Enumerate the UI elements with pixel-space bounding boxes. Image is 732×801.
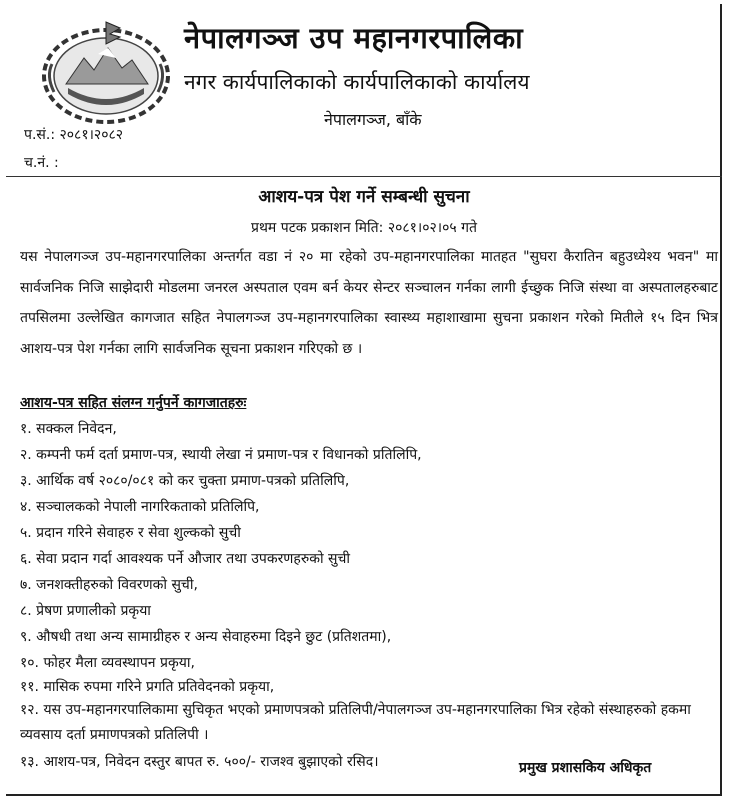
list-item: १२. यस उप-महानगरपालिकामा सुचिकृत भएको प्रमाणपत्रको प्रतिलिपी/नेपालगञ्ज उप-महानगरपालिका भित्र रहेको संस्थाहरुको हकमा व्यवसाय दर्ता प्रमाणपत्रको प्रतिलिपी । <box>20 702 691 743</box>
list-item: ९. औषधी तथा अन्य सामाग्रीहरु र अन्य सेवाहरुमा दिइने छुट (प्रतिशतमा), <box>20 629 392 645</box>
office-name: नगर कार्यपालिकाको कार्यपालिकाको कार्यालय <box>184 70 530 94</box>
list-item: १. सक्कल निवेदन, <box>20 421 117 437</box>
list-item: ११. मासिक रुपमा गरिने प्रगति प्रतिवेदनको प्रकृया, <box>20 679 275 695</box>
list-item: १०. फोहर मैला व्यवस्थापन प्रकृया, <box>20 655 195 671</box>
publish-date: प्रथम पटक प्रकाशन मिति: २०८१।०२।०५ गते <box>251 220 477 236</box>
documents-heading: आशय-पत्र सहित संलग्न गर्नुपर्ने कागजातहरुः <box>20 395 247 411</box>
dispatch-number: च.नं. : <box>24 155 59 171</box>
list-item: ३. आर्थिक वर्ष २०८०/०८१ को कर चुक्ता प्रमाण-पत्रको प्रतिलिपि, <box>20 473 350 489</box>
list-item: ५. प्रदान गरिने सेवाहरु र सेवा शुल्कको सुची <box>20 525 241 541</box>
notice-document <box>6 4 722 796</box>
org-name: नेपालगञ्ज उप महानगरपालिका <box>184 21 524 55</box>
list-item: १३. आशय-पत्र, निवेदन दस्तुर बापत रु. ५००/- राजश्व बुझाएको रसिद। <box>20 754 379 770</box>
list-item: ८. प्रेषण प्रणालीको प्रकृया <box>20 603 151 619</box>
list-item: २. कम्पनी फर्म दर्ता प्रमाण-पत्र, स्थायी लेखा नं प्रमाण-पत्र र विधानको प्रतिलिपि, <box>20 447 422 463</box>
letter-number: प.सं.: २०८१।२०८२ <box>24 127 124 143</box>
list-item: ४. सञ्चालकको नेपाली नागरिकताको प्रतिलिपि, <box>20 499 260 515</box>
header-divider <box>6 176 722 177</box>
notice-title: आशय-पत्र पेश गर्ने सम्बन्धी सुचना <box>258 187 470 207</box>
list-item: ६. सेवा प्रदान गर्दा आवश्यक पर्ने औजार तथा उपकरणहरुको सुची <box>20 551 351 567</box>
signatory: प्रमुख प्रशासकिय अधिकृत <box>519 760 652 776</box>
office-location: नेपालगञ्ज, बाँके <box>324 110 422 129</box>
notice-body: यस नेपालगञ्ज उप-महानगरपालिका अन्तर्गत वडा नं २० मा रहेको उप-महानगरपालिका मातहत "सुघरा कैरातिन बहुउध्येश्य भवन" मा सार्वजनिक निजि साझेदारी मोडलमा जनरल अस्पताल एवम बर्न केयर सेन्टर सञ्चालन गर्नका लागी ईच्छुक निजि संस्था वा अस्पतालहरुबाट तपसिलमा उल्लेखित कागजात सहित नेपालगञ्ज उप-महानगरपालिका स्वास्थ्य महाशाखामा सुचना प्रकाशन गरेको मितीले १५ दिन भित्र आशय-पत्र पेश गर्नका लागि सार्वजनिक सूचना प्रकाशन गरिएको छ । <box>20 249 718 357</box>
nepal-emblem-logo <box>36 14 176 126</box>
list-item: ७. जनशक्तीहरुको विवरणको सुची, <box>20 577 198 593</box>
